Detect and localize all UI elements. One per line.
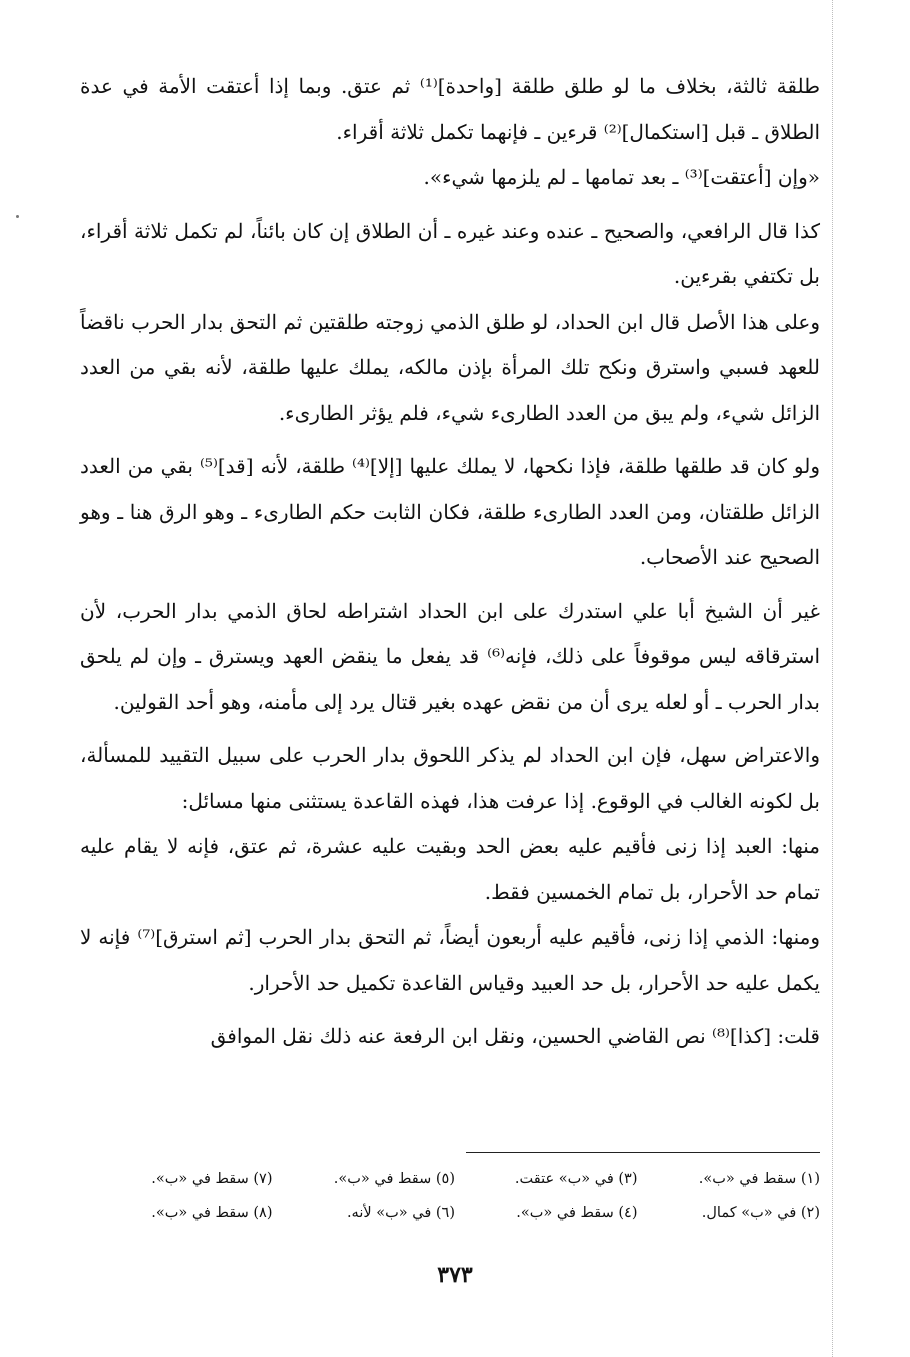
- paragraph-2: «وإن [أعتقت]⁽³⁾ ـ بعد تمامها ـ لم يلزمها شيء».: [423, 165, 820, 189]
- paragraph-10: قلت: [كذا]⁽⁸⁾ نص القاضي الحسين، ونقل ابن الرفعة عنه ذلك نقل الموافق: [210, 1024, 820, 1048]
- footnote-1: (١) سقط في «ب».: [698, 1171, 820, 1187]
- footnote-8: (٨) سقط في «ب».: [151, 1205, 273, 1221]
- paragraph-1: طلقة ثالثة، بخلاف ما لو طلق طلقة [واحدة]⁽¹⁾ ثم عتق. وبما إذا أعتقت الأمة في عدة الطلاق ـ قبل [استكمال]⁽²⁾ قرءين ـ فإنهما تكمل ثلاثة أقراء.: [80, 74, 820, 144]
- footnote-row: [90, 1162, 820, 1196]
- scan-edge-marks: [832, 0, 835, 1357]
- footnotes: [90, 1162, 820, 1230]
- footnote-row: [90, 1196, 820, 1230]
- paragraph-8: منها: العبد إذا زنى فأقيم عليه بعض الحد وبقيت عليه عشرة، ثم عتق، فإنه لا يقام عليه تمام حد الأحرار، بل تمام الخمسين فقط.: [80, 834, 820, 904]
- paragraph-3: كذا قال الرافعي، والصحيح ـ عنده وعند غيره ـ أن الطلاق إن كان بائناً، لم تكمل ثلاثة أقراء، بل تكتفي بقرءين.: [80, 218, 820, 288]
- paragraph-5: ولو كان قد طلقها طلقة، فإذا نكحها، لا يملك عليها [إلا]⁽⁴⁾ طلقة، لأنه [قد]⁽⁵⁾ بقي من العدد الزائل طلقتان، ومن العدد الطارىء طلقة، فكان الثابت حكم الطارىء ـ وهو الرق هنا ـ وهو الصحيح عند الأصحاب.: [80, 454, 821, 569]
- main-text: [80, 64, 820, 1060]
- paragraph-7: والاعتراض سهل، فإن ابن الحداد لم يذكر اللحوق بدار الحرب على سبيل التقييد للمسألة، بل لكونه الغالب في الوقوع. إذا عرفت هذا، فهذه القاعدة يستثنى منها مسائل:: [80, 743, 820, 813]
- scan-speck: [16, 215, 19, 218]
- footnote-separator: [466, 1152, 820, 1153]
- paragraph-9: ومنها: الذمي إذا زنى، فأقيم عليه أربعون أيضاً، ثم التحق بدار الحرب [ثم استرق]⁽⁷⁾ فإنه لا يكمل عليه حد الأحرار، بل حد العبيد وقياس القاعدة تكميل حد الأحرار.: [80, 925, 820, 995]
- footnote-3: (٣) في «ب» عتقت.: [514, 1171, 638, 1187]
- page-number: ٣٧٣: [437, 1262, 473, 1288]
- paragraph-6: غير أن الشيخ أبا علي استدرك على ابن الحداد اشتراطه لحاق الذمي بدار الحرب، لأن استرقاقه ليس موقوفاً على ذلك، فإنه⁽⁶⁾ قد يفعل ما ينقض العهد ويسترق ـ وإن لم يلحق بدار الحرب ـ أو لعله يرى أن من نقض عهده بغير قتال يرد إلى مأمنه، وهو أحد القولين.: [80, 598, 821, 714]
- footnote-6: (٦) في «ب» لأنه.: [346, 1205, 455, 1221]
- paragraph-4: وعلى هذا الأصل قال ابن الحداد، لو طلق الذمي زوجته طلقتين ثم التحق بدار الحرب ناقضاً للعهد فسبي واسترق ونكح تلك المرأة بإذن مالكه، يملك عليها طلقة، لأنه بقي من العدد الزائل شيء، ولم يبق من العدد الطارىء شيء، فلم يؤثر الطارىء.: [80, 309, 820, 425]
- footnote-7: (٧) سقط في «ب».: [151, 1171, 273, 1187]
- footnote-4: (٤) سقط في «ب».: [516, 1205, 638, 1221]
- footnote-5: (٥) سقط في «ب».: [333, 1171, 455, 1187]
- footnote-2: (٢) في «ب» كمال.: [701, 1205, 820, 1221]
